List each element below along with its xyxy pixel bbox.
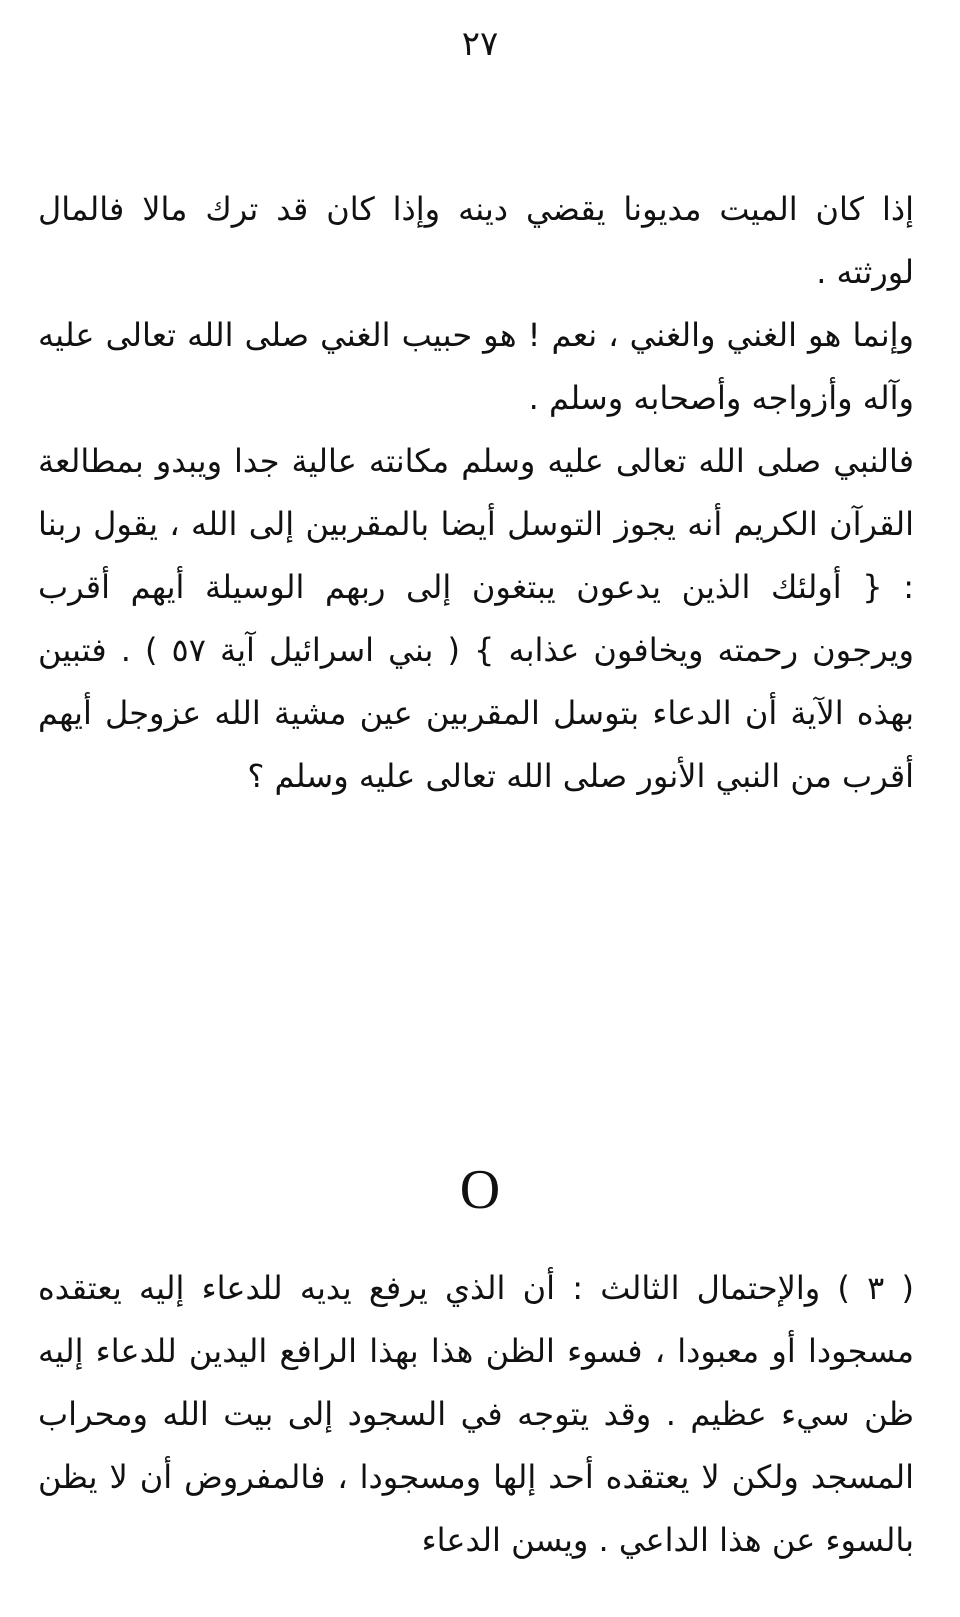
text-block-bottom xyxy=(38,1257,914,1572)
paragraph: إذا كان الميت مديونا يقضي دينه وإذا كان قد ترك مالا فالمال لورثته . xyxy=(38,190,914,291)
section-separator: O xyxy=(459,1159,501,1221)
page-number: ٢٧ xyxy=(461,24,499,64)
paragraph: فالنبي صلى الله تعالى عليه وسلم مكانته عالية جدا ويبدو بمطالعة القرآن الكريم أنه يجوز التوسل أيضا بالمقربين إلى الله ، يقول ربنا : { أولئك الذين يدعون يبتغون إلى ربهم الوسيلة أيهم أقرب ويرجون رحمته ويخافون عذابه } ( بني اسرائيل آية ٥٧ ) . فتبين بهذه الآية أن الدعاء بتوسل المقربين عين مشية الله عزوجل أيهم أقرب من النبي الأنور صلى الله تعالى عليه وسلم ؟ xyxy=(38,442,915,795)
text-block-top xyxy=(38,178,914,808)
paragraph: وإنما هو الغني والغني ، نعم ! هو حبيب الغني صلى الله تعالى عليه وآله وأزواجه وأصحابه وسلم . xyxy=(38,316,914,417)
paragraph: ( ٣ ) والإحتمال الثالث : أن الذي يرفع يديه للدعاء إليه يعتقده مسجودا أو معبودا ، فسوء الظن هذا بهذا الرافع اليدين للدعاء إليه ظن سيء عظيم . وقد يتوجه في السجود إلى بيت الله ومحراب المسجد ولكن لا يعتقده أحد إلها ومسجودا ، فالمفروض أن لا يظن بالسوء عن هذا الداعي . ويسن الدعاء xyxy=(38,1269,915,1559)
